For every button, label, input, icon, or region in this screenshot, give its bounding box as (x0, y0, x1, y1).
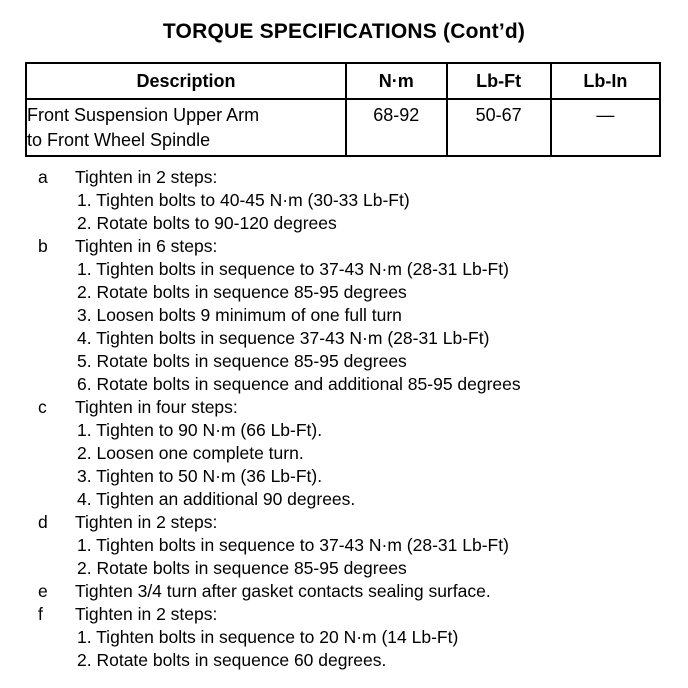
note-step-text: 1. Tighten bolts in sequence to 37-43 N·m (28-31 Lb-Ft) (77, 259, 509, 279)
table-row (26, 99, 660, 156)
note-heading: Tighten in 2 steps: (75, 604, 218, 624)
note-heading: Tighten in 2 steps: (75, 512, 218, 532)
note-step (0, 442, 688, 465)
note-step (0, 373, 688, 396)
note-letter: e (38, 581, 48, 601)
note-step (0, 212, 688, 235)
note-step (0, 649, 688, 672)
note-letter: f (38, 604, 43, 624)
header-lbin: Lb-In (551, 63, 660, 99)
note-step (0, 419, 688, 442)
note-letter: b (38, 236, 48, 256)
note-heading-row (0, 603, 688, 626)
torque-spec-table (25, 62, 661, 157)
note-step-text: 3. Tighten to 50 N·m (36 Lb-Ft). (77, 466, 323, 486)
note-step (0, 327, 688, 350)
note-heading-row (0, 396, 688, 419)
note-step (0, 258, 688, 281)
table-header-row (26, 63, 660, 99)
cell-nm: 68-92 (346, 99, 447, 156)
note-heading: Tighten in 6 steps: (75, 236, 218, 256)
page-title: TORQUE SPECIFICATIONS (Cont’d) (162, 20, 526, 43)
note-heading-row (0, 166, 688, 189)
note-step-text: 4. Tighten bolts in sequence 37-43 N·m (28-31 Lb-Ft) (77, 328, 490, 348)
note-step-text: 1. Tighten bolts to 40-45 N·m (30-33 Lb-Ft) (77, 190, 410, 210)
note-step-text: 3. Loosen bolts 9 minimum of one full turn (77, 305, 402, 325)
note-step-text: 2. Rotate bolts in sequence 85-95 degrees (77, 558, 407, 578)
note-step (0, 350, 688, 373)
note-heading: Tighten 3/4 turn after gasket contacts sealing surface. (75, 581, 491, 601)
note-step (0, 626, 688, 649)
cell-lbin: — (551, 99, 660, 156)
note-step-text: 1. Tighten to 90 N·m (66 Lb-Ft). (77, 420, 323, 440)
note-step-text: 2. Rotate bolts in sequence 60 degrees. (77, 650, 387, 670)
note-step (0, 557, 688, 580)
description-line: to Front Wheel Spindle (27, 130, 211, 150)
note-step (0, 488, 688, 511)
note-step-text: 1. Tighten bolts in sequence to 20 N·m (14 Lb-Ft) (77, 627, 459, 647)
note-letter: d (38, 512, 48, 532)
note-step (0, 534, 688, 557)
note-step-text: 6. Rotate bolts in sequence and additional 85-95 degrees (77, 374, 521, 394)
header-nm: N·m (346, 63, 447, 99)
note-heading-row (0, 580, 688, 603)
note-step (0, 281, 688, 304)
note-letter: c (38, 397, 47, 417)
note-step-text: 2. Rotate bolts to 90-120 degrees (77, 213, 337, 233)
header-lbft: Lb-Ft (447, 63, 551, 99)
note-step-text: 2. Loosen one complete turn. (77, 443, 304, 463)
note-step-text: 5. Rotate bolts in sequence 85-95 degrees (77, 351, 407, 371)
footnotes (0, 166, 688, 672)
note-step (0, 189, 688, 212)
cell-lbft: 50-67 (447, 99, 551, 156)
note-step-text: 2. Rotate bolts in sequence 85-95 degrees (77, 282, 407, 302)
description-line: Front Suspension Upper Arm (27, 105, 260, 125)
note-heading: Tighten in 2 steps: (75, 167, 218, 187)
note-letter: a (38, 167, 48, 187)
header-description: Description (26, 63, 346, 99)
note-heading: Tighten in four steps: (75, 397, 238, 417)
note-heading-row (0, 235, 688, 258)
note-heading-row (0, 511, 688, 534)
note-step-text: 1. Tighten bolts in sequence to 37-43 N·m (28-31 Lb-Ft) (77, 535, 509, 555)
note-step-text: 4. Tighten an additional 90 degrees. (77, 489, 356, 509)
cell-description (26, 99, 346, 156)
note-step (0, 465, 688, 488)
note-step (0, 304, 688, 327)
